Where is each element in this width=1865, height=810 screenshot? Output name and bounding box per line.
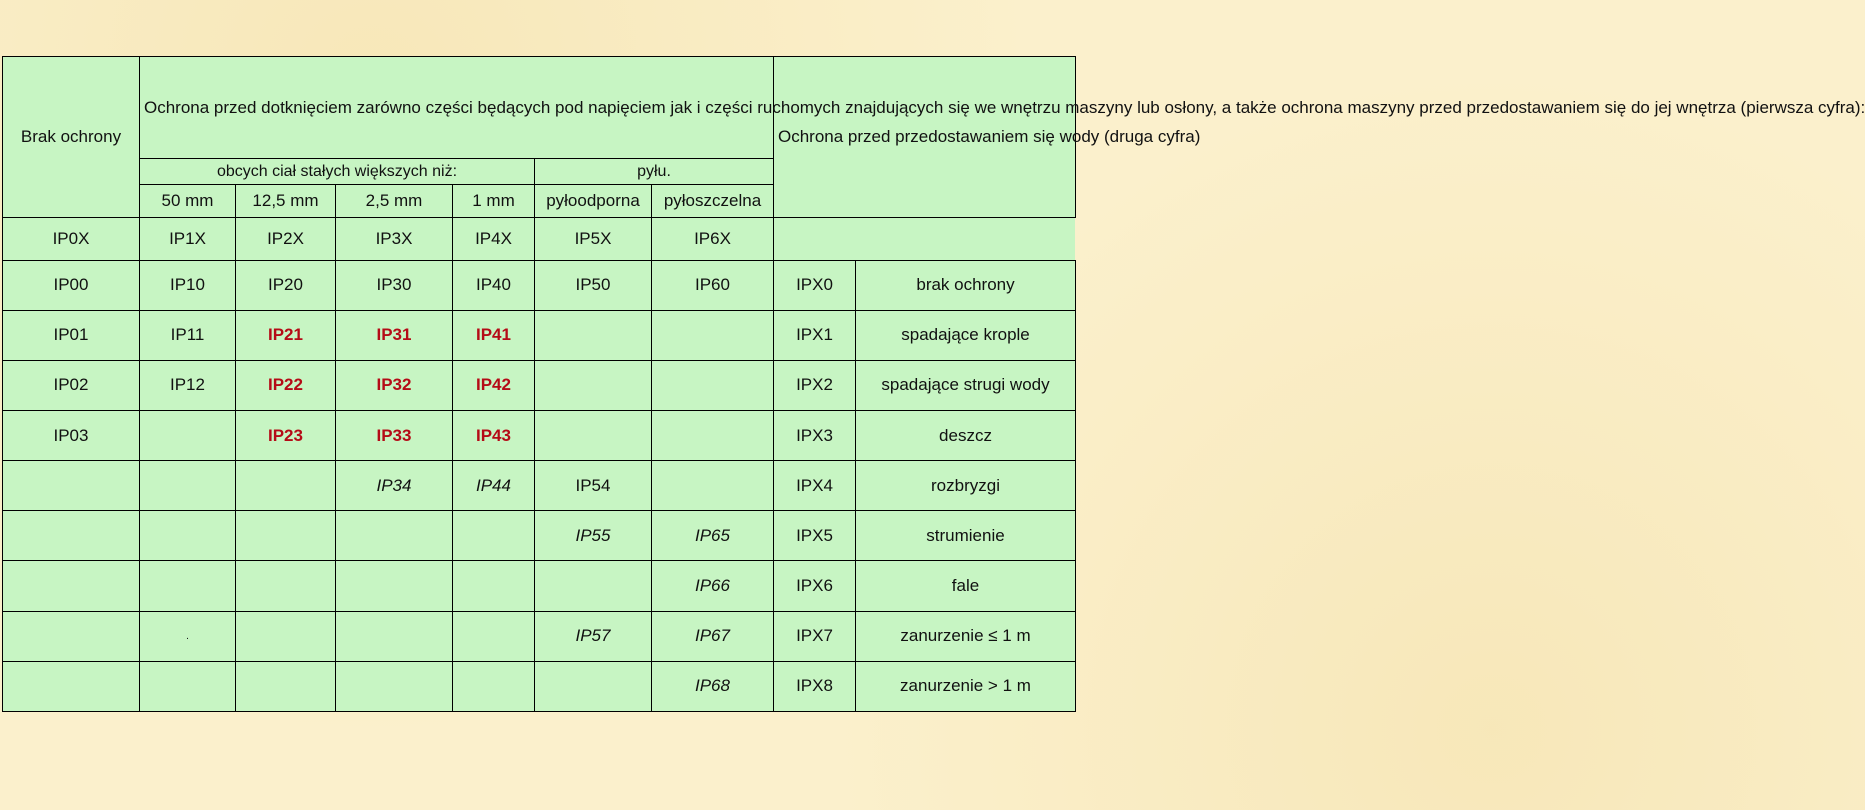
table-row bbox=[3, 511, 1076, 561]
foreign-bodies-header: obcych ciał stałych większych niż: bbox=[140, 159, 535, 185]
water-code-cell: IPX7 bbox=[774, 611, 856, 661]
ip-code-cell bbox=[236, 611, 336, 661]
ip-code-cell bbox=[3, 461, 140, 511]
ip-code-cell bbox=[453, 561, 535, 611]
table-row bbox=[3, 611, 1076, 661]
ip-code-cell bbox=[336, 511, 453, 561]
ip-code-cell: IP34 bbox=[336, 461, 453, 511]
ip-code-cell: IP40 bbox=[453, 260, 535, 310]
ip-code-cell: IP20 bbox=[236, 260, 336, 310]
size-header-50mm: 50 mm bbox=[140, 185, 236, 218]
ip-code-cell: IP54 bbox=[535, 461, 652, 511]
water-code-cell: IPX8 bbox=[774, 661, 856, 711]
ip-code-cell bbox=[453, 661, 535, 711]
size-header-1mm: 1 mm bbox=[453, 185, 535, 218]
table-row bbox=[3, 260, 1076, 310]
water-description-cell: spadające strugi wody bbox=[856, 360, 1076, 410]
ip-code-cell: IP42 bbox=[453, 360, 535, 410]
first-digit-cell: IP1X bbox=[140, 218, 236, 260]
water-code-cell: IPX2 bbox=[774, 360, 856, 410]
ip-code-cell bbox=[3, 661, 140, 711]
ip-code-cell bbox=[652, 461, 774, 511]
table-row bbox=[3, 561, 1076, 611]
ip-protection-table bbox=[2, 56, 1865, 712]
table-row bbox=[3, 411, 1076, 461]
table-row bbox=[3, 310, 1076, 360]
ip-code-cell: . bbox=[140, 611, 236, 661]
water-code-cell: IPX5 bbox=[774, 511, 856, 561]
dust-header: pyłu. bbox=[535, 159, 774, 185]
water-description-cell: spadające krople bbox=[856, 310, 1076, 360]
ip-code-cell: IP02 bbox=[3, 360, 140, 410]
ip-code-cell bbox=[140, 461, 236, 511]
ip-code-cell: IP55 bbox=[535, 511, 652, 561]
ip-code-cell bbox=[140, 661, 236, 711]
ip-code-cell bbox=[652, 411, 774, 461]
first-digit-cell: IP6X bbox=[652, 218, 774, 260]
ip-code-cell bbox=[3, 561, 140, 611]
ip-code-cell: IP31 bbox=[336, 310, 453, 360]
first-digit-cell: IP4X bbox=[453, 218, 535, 260]
ip-code-cell bbox=[3, 511, 140, 561]
ip-code-cell: IP12 bbox=[140, 360, 236, 410]
ip-code-cell: IP11 bbox=[140, 310, 236, 360]
ip-code-cell bbox=[336, 611, 453, 661]
table-row bbox=[3, 461, 1076, 511]
ip-code-cell bbox=[236, 561, 336, 611]
water-code-cell: IPX1 bbox=[774, 310, 856, 360]
ip-code-cell: IP41 bbox=[453, 310, 535, 360]
ip-code-cell: IP01 bbox=[3, 310, 140, 360]
ip-code-cell bbox=[535, 360, 652, 410]
ip-code-cell: IP65 bbox=[652, 511, 774, 561]
water-code-cell: IPX4 bbox=[774, 461, 856, 511]
ip-code-cell bbox=[652, 360, 774, 410]
ip-code-cell bbox=[236, 461, 336, 511]
solid-protection-header: Ochrona przed dotknięciem zarówno części będących pod napięciem jak i części ruchomych znajdujących się we wnętrzu maszyny lub osłony, a także ochrona maszyny przed przedostawaniem się do jej wnętrza (pierwsza cyfra): bbox=[140, 57, 774, 159]
ip-code-cell bbox=[236, 511, 336, 561]
ip-code-cell bbox=[453, 511, 535, 561]
ip-code-cell bbox=[535, 561, 652, 611]
ip-code-cell: IP44 bbox=[453, 461, 535, 511]
ip-code-cell bbox=[140, 561, 236, 611]
water-description-cell: rozbryzgi bbox=[856, 461, 1076, 511]
ip-code-cell: IP66 bbox=[652, 561, 774, 611]
ip-code-cell bbox=[3, 611, 140, 661]
water-description-cell: brak ochrony bbox=[856, 260, 1076, 310]
size-header-2-5mm: 2,5 mm bbox=[336, 185, 453, 218]
ip-code-cell: IP57 bbox=[535, 611, 652, 661]
water-code-cell: IPX0 bbox=[774, 260, 856, 310]
ip-code-cell: IP43 bbox=[453, 411, 535, 461]
dust-header-dustproof: pyłoodporna bbox=[535, 185, 652, 218]
no-protection-header: Brak ochrony bbox=[3, 57, 140, 218]
dust-header-dusttight: pyłoszczelna bbox=[652, 185, 774, 218]
ip-code-cell: IP67 bbox=[652, 611, 774, 661]
water-code-cell: IPX6 bbox=[774, 561, 856, 611]
first-digit-cell: IP0X bbox=[3, 218, 140, 260]
water-description-cell: fale bbox=[856, 561, 1076, 611]
first-digit-cell: IP5X bbox=[535, 218, 652, 260]
first-digit-cell: IP3X bbox=[336, 218, 453, 260]
ip-code-cell bbox=[453, 611, 535, 661]
table-row bbox=[3, 661, 1076, 711]
ip-code-cell: IP03 bbox=[3, 411, 140, 461]
ip-protection-table-container bbox=[2, 56, 1865, 712]
ip-code-cell: IP68 bbox=[652, 661, 774, 711]
ip-code-cell bbox=[336, 561, 453, 611]
ip-code-cell bbox=[535, 411, 652, 461]
ip-code-cell bbox=[140, 411, 236, 461]
ip-code-cell: IP22 bbox=[236, 360, 336, 410]
water-description-cell: zanurzenie > 1 m bbox=[856, 661, 1076, 711]
ip-code-cell: IP50 bbox=[535, 260, 652, 310]
ip-code-cell: IP23 bbox=[236, 411, 336, 461]
first-digit-cell: IP2X bbox=[236, 218, 336, 260]
water-description-cell: zanurzenie ≤ 1 m bbox=[856, 611, 1076, 661]
table-row bbox=[3, 360, 1076, 410]
ip-code-cell: IP10 bbox=[140, 260, 236, 310]
size-header-12-5mm: 12,5 mm bbox=[236, 185, 336, 218]
ip-code-cell bbox=[535, 661, 652, 711]
ip-code-cell: IP32 bbox=[336, 360, 453, 410]
ip-code-cell bbox=[336, 661, 453, 711]
ip-code-cell: IP21 bbox=[236, 310, 336, 360]
water-description-cell: strumienie bbox=[856, 511, 1076, 561]
ip-code-cell bbox=[236, 661, 336, 711]
water-code-cell: IPX3 bbox=[774, 411, 856, 461]
ip-code-cell: IP60 bbox=[652, 260, 774, 310]
water-protection-header: Ochrona przed przedostawaniem się wody (druga cyfra) bbox=[774, 57, 1076, 218]
ip-code-cell bbox=[652, 310, 774, 360]
ip-code-cell: IP30 bbox=[336, 260, 453, 310]
ip-code-cell: IP33 bbox=[336, 411, 453, 461]
water-description-cell: deszcz bbox=[856, 411, 1076, 461]
ip-code-cell: IP00 bbox=[3, 260, 140, 310]
ip-code-cell bbox=[140, 511, 236, 561]
ip-code-cell bbox=[535, 310, 652, 360]
